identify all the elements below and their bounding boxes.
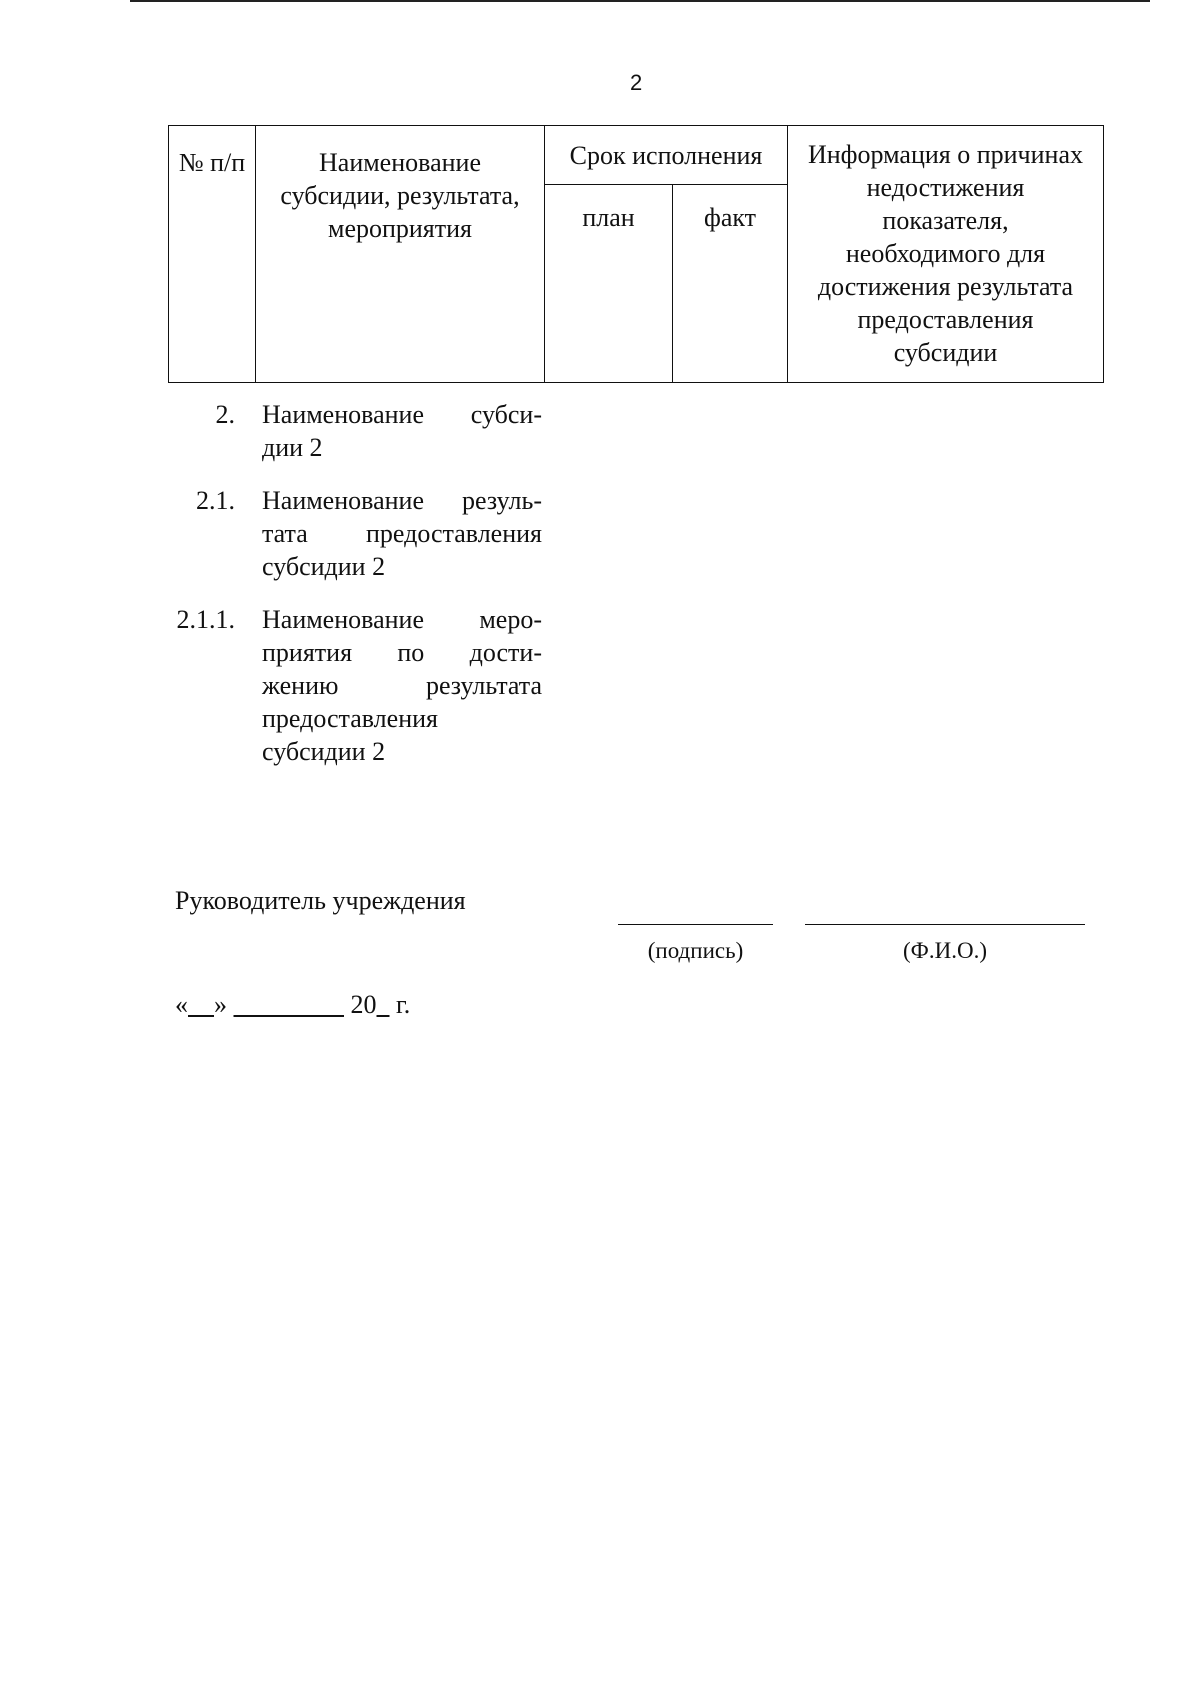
- row-name-line: Наименование субси-: [262, 400, 542, 429]
- signature-line: [618, 924, 773, 925]
- row-name-line: Наименование меро-: [262, 605, 542, 634]
- header-plan: план: [545, 185, 673, 383]
- header-name: [256, 126, 545, 383]
- table-row: [175, 484, 545, 584]
- signature-title: Руководитель учреждения: [175, 886, 466, 915]
- header-fact: факт: [673, 185, 788, 383]
- row-name-line: жению результата: [262, 671, 542, 700]
- row-name: [262, 484, 542, 583]
- row-name: [262, 398, 542, 464]
- date-month-blank: [234, 990, 345, 1019]
- header-info: [788, 126, 1104, 383]
- page-number: 2: [630, 70, 643, 95]
- report-table-header: [168, 125, 1104, 383]
- date-year-prefix: 20: [350, 990, 377, 1019]
- date-year-blank: [377, 990, 390, 1019]
- name-line: [805, 924, 1085, 925]
- row-name: [262, 603, 542, 768]
- row-name-line: субсидии 2: [262, 552, 386, 581]
- date-close-quote: »: [214, 990, 227, 1019]
- header-info-line: субсидии: [893, 338, 998, 367]
- header-num: № п/п: [169, 126, 256, 383]
- header-info-line: необходимого для: [845, 239, 1046, 268]
- row-name-line: приятия по дости-: [262, 638, 542, 667]
- header-info-line: показателя,: [882, 206, 1009, 235]
- signature-caption: (подпись): [647, 938, 744, 963]
- date-line: [175, 990, 410, 1020]
- row-number: 2.: [215, 400, 235, 429]
- header-name-line: мероприятия: [327, 214, 472, 243]
- header-info-line: Информация о причинах: [807, 140, 1084, 169]
- row-name-line: тата предоставления: [262, 519, 542, 548]
- row-name-line: дии 2: [262, 433, 323, 462]
- date-open-quote: «: [175, 990, 188, 1019]
- header-info-line: недостижения: [866, 173, 1025, 202]
- table-row: [175, 603, 545, 773]
- row-name-line: предоставления: [262, 704, 438, 733]
- date-day-blank: [188, 990, 214, 1019]
- header-info-line: предоставления: [857, 305, 1034, 334]
- name-caption: (Ф.И.О.): [903, 938, 987, 963]
- date-year-suffix: г.: [389, 990, 411, 1019]
- header-term: Срок исполнения: [545, 126, 788, 185]
- row-number: 2.1.1.: [176, 605, 235, 634]
- header-info-line: достижения результата: [817, 272, 1074, 301]
- header-name-line: субсидии, результата,: [280, 181, 520, 210]
- row-name-line: Наименование резуль-: [262, 486, 542, 515]
- table-row: [175, 398, 545, 468]
- header-name-line: Наименование: [319, 148, 481, 177]
- row-name-line: субсидии 2: [262, 737, 386, 766]
- top-rule: [130, 0, 1150, 2]
- row-number: 2.1.: [196, 486, 235, 515]
